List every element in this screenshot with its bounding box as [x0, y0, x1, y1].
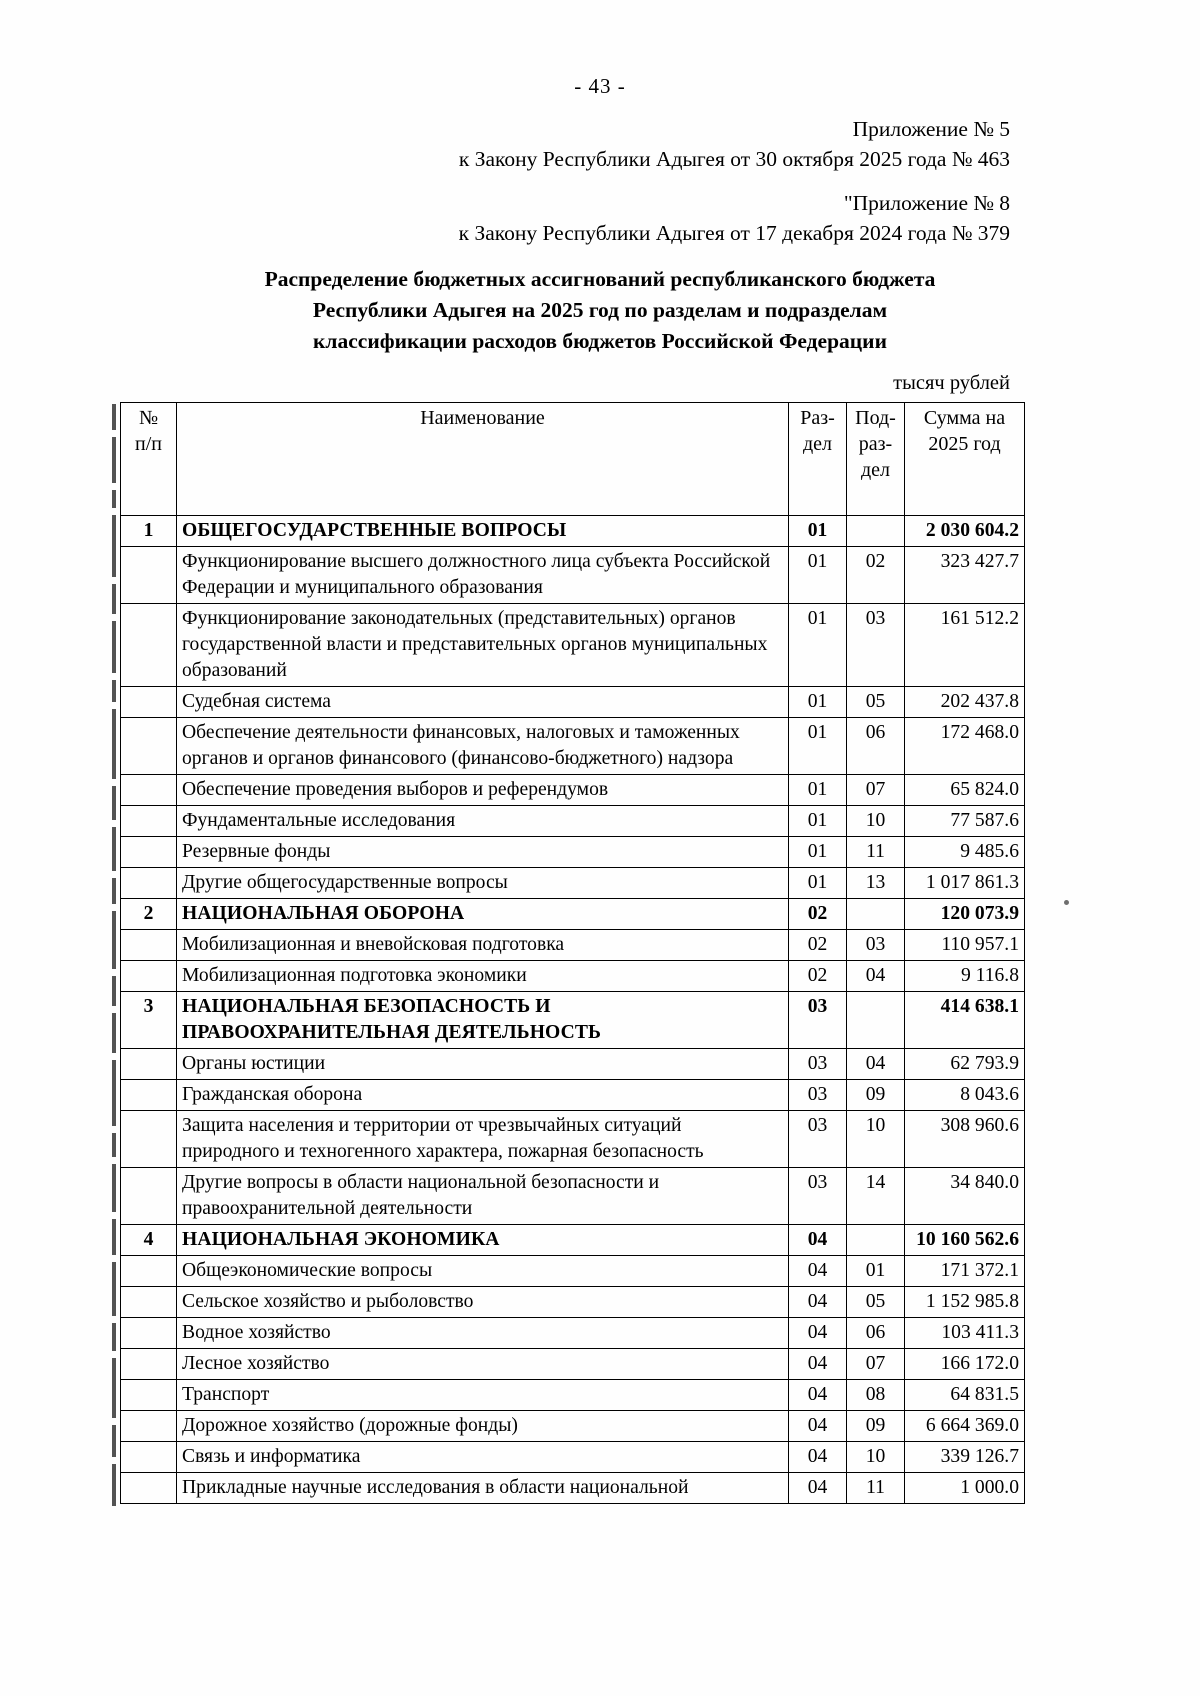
cell-podrazdel: 07	[847, 775, 905, 806]
header-summa-line-1: Сумма на	[923, 407, 1006, 429]
appendix-referenced-law: к Закону Республики Адыгея от 17 декабря 2024 года № 379	[458, 221, 1010, 245]
budget-table-container	[120, 402, 1024, 1504]
table-row	[121, 718, 1025, 775]
cell-podrazdel: 07	[847, 1349, 905, 1380]
header-cell-summa	[905, 403, 1025, 516]
cell-name: Обеспечение деятельности финансовых, налоговых и таможенных органов и органов финансового (финансово-бюджетного) надзора	[177, 718, 789, 775]
cell-summa: 172 468.0	[905, 718, 1025, 775]
table-row	[121, 1111, 1025, 1168]
cell-razdel: 02	[789, 930, 847, 961]
scan-artifact	[1064, 900, 1069, 905]
appendix-referenced-reference	[459, 188, 1010, 248]
appendix-current-reference	[459, 114, 1010, 174]
cell-razdel: 01	[789, 547, 847, 604]
cell-name: Функционирование высшего должностного лица субъекта Российской Федерации и муниципального образования	[177, 547, 789, 604]
cell-summa: 161 512.2	[905, 604, 1025, 687]
table-row-section	[121, 1225, 1025, 1256]
cell-summa: 1 152 985.8	[905, 1287, 1025, 1318]
header-cell-name: Наименование	[177, 403, 789, 516]
cell-name: Связь и информатика	[177, 1442, 789, 1473]
cell-razdel: 02	[789, 899, 847, 930]
cell-podrazdel: 10	[847, 806, 905, 837]
cell-number	[121, 1080, 177, 1111]
cell-podrazdel: 02	[847, 547, 905, 604]
cell-podrazdel: 14	[847, 1168, 905, 1225]
table-header	[121, 403, 1025, 516]
cell-number	[121, 1049, 177, 1080]
header-cell-podrazdel	[847, 403, 905, 516]
cell-name: Другие вопросы в области национальной безопасности и правоохранительной деятельности	[177, 1168, 789, 1225]
table-row	[121, 806, 1025, 837]
table-row-section	[121, 992, 1025, 1049]
cell-number	[121, 1411, 177, 1442]
cell-razdel: 01	[789, 806, 847, 837]
table-row	[121, 1411, 1025, 1442]
units-caption: тысяч рублей	[893, 372, 1010, 394]
cell-number: 3	[121, 992, 177, 1049]
table-row	[121, 687, 1025, 718]
cell-name: Гражданская оборона	[177, 1080, 789, 1111]
cell-razdel: 01	[789, 837, 847, 868]
cell-name: НАЦИОНАЛЬНАЯ БЕЗОПАСНОСТЬ И ПРАВООХРАНИТЕЛЬНАЯ ДЕЯТЕЛЬНОСТЬ	[177, 992, 789, 1049]
cell-number: 2	[121, 899, 177, 930]
cell-summa: 171 372.1	[905, 1256, 1025, 1287]
cell-podrazdel: 05	[847, 1287, 905, 1318]
cell-summa: 34 840.0	[905, 1168, 1025, 1225]
cell-name: Мобилизационная подготовка экономики	[177, 961, 789, 992]
cell-podrazdel: 05	[847, 687, 905, 718]
cell-podrazdel: 04	[847, 1049, 905, 1080]
cell-number	[121, 837, 177, 868]
cell-number	[121, 1318, 177, 1349]
cell-summa: 1 017 861.3	[905, 868, 1025, 899]
appendix-current-law: к Закону Республики Адыгея от 30 октября 2025 года № 463	[458, 147, 1010, 171]
cell-name: Защита населения и территории от чрезвычайных ситуаций природного и техногенного характера, пожарная безопасность	[177, 1111, 789, 1168]
table-row	[121, 604, 1025, 687]
cell-podrazdel: 03	[847, 604, 905, 687]
cell-razdel: 03	[789, 1049, 847, 1080]
appendix-current-title: Приложение № 5	[852, 117, 1010, 141]
document-title-line-2: Республики Адыгея на 2025 год по разделам и подразделам	[312, 298, 888, 322]
table-row	[121, 1442, 1025, 1473]
cell-podrazdel: 08	[847, 1380, 905, 1411]
table-row	[121, 547, 1025, 604]
cell-number	[121, 961, 177, 992]
table-row	[121, 1380, 1025, 1411]
cell-podrazdel: 06	[847, 718, 905, 775]
budget-allocation-table	[120, 402, 1025, 1504]
cell-name: Органы юстиции	[177, 1049, 789, 1080]
cell-name: Лесное хозяйство	[177, 1349, 789, 1380]
cell-podrazdel	[847, 992, 905, 1049]
cell-name: Резервные фонды	[177, 837, 789, 868]
table-row	[121, 1080, 1025, 1111]
cell-razdel: 01	[789, 687, 847, 718]
cell-name: Функционирование законодательных (представительных) органов государственной власти и представительных органов муниципальных образований	[177, 604, 789, 687]
cell-summa: 10 160 562.6	[905, 1225, 1025, 1256]
cell-summa: 8 043.6	[905, 1080, 1025, 1111]
cell-podrazdel	[847, 1225, 905, 1256]
cell-podrazdel: 11	[847, 1473, 905, 1504]
cell-number	[121, 775, 177, 806]
table-row	[121, 961, 1025, 992]
cell-name: Обеспечение проведения выборов и референдумов	[177, 775, 789, 806]
cell-podrazdel: 03	[847, 930, 905, 961]
cell-razdel: 01	[789, 775, 847, 806]
cell-name: Прикладные научные исследования в области национальной	[177, 1473, 789, 1504]
cell-name: Другие общегосударственные вопросы	[177, 868, 789, 899]
cell-summa: 120 073.9	[905, 899, 1025, 930]
cell-summa: 103 411.3	[905, 1318, 1025, 1349]
document-title-line-1: Распределение бюджетных ассигнований республиканского бюджета	[264, 267, 936, 291]
cell-name: Дорожное хозяйство (дорожные фонды)	[177, 1411, 789, 1442]
cell-name: Мобилизационная и вневойсковая подготовка	[177, 930, 789, 961]
cell-number	[121, 806, 177, 837]
cell-razdel: 04	[789, 1473, 847, 1504]
cell-summa: 308 960.6	[905, 1111, 1025, 1168]
cell-summa: 339 126.7	[905, 1442, 1025, 1473]
table-row	[121, 868, 1025, 899]
cell-razdel: 04	[789, 1349, 847, 1380]
cell-podrazdel	[847, 899, 905, 930]
cell-number	[121, 1473, 177, 1504]
header-razdel-line-1: Раз-	[800, 407, 835, 429]
table-row	[121, 1168, 1025, 1225]
cell-podrazdel: 10	[847, 1442, 905, 1473]
cell-podrazdel: 04	[847, 961, 905, 992]
cell-razdel: 01	[789, 868, 847, 899]
cell-summa: 9 116.8	[905, 961, 1025, 992]
cell-number	[121, 547, 177, 604]
table-row	[121, 1049, 1025, 1080]
cell-name: Транспорт	[177, 1380, 789, 1411]
cell-name: Судебная система	[177, 687, 789, 718]
table-row	[121, 837, 1025, 868]
cell-number	[121, 1287, 177, 1318]
cell-number	[121, 1256, 177, 1287]
cell-podrazdel: 09	[847, 1080, 905, 1111]
cell-podrazdel: 11	[847, 837, 905, 868]
cell-number: 1	[121, 516, 177, 547]
header-razdel-line-2: дел	[802, 433, 833, 455]
cell-summa: 414 638.1	[905, 992, 1025, 1049]
cell-podrazdel: 10	[847, 1111, 905, 1168]
document-title-line-3: классификации расходов бюджетов Российской Федерации	[313, 329, 887, 353]
header-cell-number	[121, 403, 177, 516]
table-header-row	[121, 403, 1025, 516]
scan-binding-marks	[112, 404, 119, 1484]
cell-summa: 202 437.8	[905, 687, 1025, 718]
cell-number	[121, 604, 177, 687]
cell-name: ОБЩЕГОСУДАРСТВЕННЫЕ ВОПРОСЫ	[177, 516, 789, 547]
cell-podrazdel	[847, 516, 905, 547]
table-body	[121, 516, 1025, 1504]
cell-number	[121, 1168, 177, 1225]
cell-name: НАЦИОНАЛЬНАЯ ЭКОНОМИКА	[177, 1225, 789, 1256]
cell-podrazdel: 06	[847, 1318, 905, 1349]
header-podrazdel-line-1: Под-	[855, 407, 896, 429]
table-row	[121, 1349, 1025, 1380]
cell-number	[121, 1380, 177, 1411]
cell-razdel: 03	[789, 992, 847, 1049]
appendix-referenced-title: "Приложение № 8	[843, 191, 1010, 215]
table-row	[121, 1287, 1025, 1318]
cell-summa: 1 000.0	[905, 1473, 1025, 1504]
cell-razdel: 01	[789, 718, 847, 775]
cell-razdel: 04	[789, 1442, 847, 1473]
cell-number	[121, 687, 177, 718]
cell-razdel: 04	[789, 1225, 847, 1256]
document-title	[0, 264, 1200, 357]
header-number-line-2: п/п	[135, 433, 162, 455]
table-row	[121, 1256, 1025, 1287]
header-podrazdel-line-2: раз-	[858, 433, 893, 455]
header-cell-razdel	[789, 403, 847, 516]
cell-razdel: 04	[789, 1256, 847, 1287]
header-podrazdel-line-3: дел	[860, 459, 891, 481]
cell-number	[121, 868, 177, 899]
cell-summa: 65 824.0	[905, 775, 1025, 806]
table-row	[121, 930, 1025, 961]
cell-razdel: 04	[789, 1287, 847, 1318]
cell-razdel: 03	[789, 1111, 847, 1168]
cell-razdel: 04	[789, 1380, 847, 1411]
table-row	[121, 775, 1025, 806]
cell-razdel: 04	[789, 1411, 847, 1442]
cell-summa: 64 831.5	[905, 1380, 1025, 1411]
cell-podrazdel: 09	[847, 1411, 905, 1442]
cell-summa: 6 664 369.0	[905, 1411, 1025, 1442]
cell-name: Водное хозяйство	[177, 1318, 789, 1349]
cell-number	[121, 930, 177, 961]
page-number: - 43 -	[574, 74, 626, 98]
cell-name: Фундаментальные исследования	[177, 806, 789, 837]
cell-summa: 9 485.6	[905, 837, 1025, 868]
cell-razdel: 01	[789, 604, 847, 687]
cell-razdel: 03	[789, 1168, 847, 1225]
cell-summa: 323 427.7	[905, 547, 1025, 604]
cell-summa: 110 957.1	[905, 930, 1025, 961]
cell-razdel: 03	[789, 1080, 847, 1111]
cell-number	[121, 1442, 177, 1473]
cell-podrazdel: 13	[847, 868, 905, 899]
cell-podrazdel: 01	[847, 1256, 905, 1287]
cell-summa: 77 587.6	[905, 806, 1025, 837]
table-row	[121, 1473, 1025, 1504]
cell-number	[121, 1111, 177, 1168]
cell-name: Общеэкономические вопросы	[177, 1256, 789, 1287]
cell-razdel: 04	[789, 1318, 847, 1349]
table-row-section	[121, 516, 1025, 547]
cell-summa: 166 172.0	[905, 1349, 1025, 1380]
cell-summa: 2 030 604.2	[905, 516, 1025, 547]
cell-razdel: 01	[789, 516, 847, 547]
cell-number: 4	[121, 1225, 177, 1256]
header-summa-line-2: 2025 год	[928, 433, 1001, 455]
table-row	[121, 1318, 1025, 1349]
cell-summa: 62 793.9	[905, 1049, 1025, 1080]
header-number-line-1: №	[138, 407, 159, 429]
cell-razdel: 02	[789, 961, 847, 992]
cell-number	[121, 718, 177, 775]
cell-name: Сельское хозяйство и рыболовство	[177, 1287, 789, 1318]
cell-number	[121, 1349, 177, 1380]
table-row-section	[121, 899, 1025, 930]
cell-name: НАЦИОНАЛЬНАЯ ОБОРОНА	[177, 899, 789, 930]
